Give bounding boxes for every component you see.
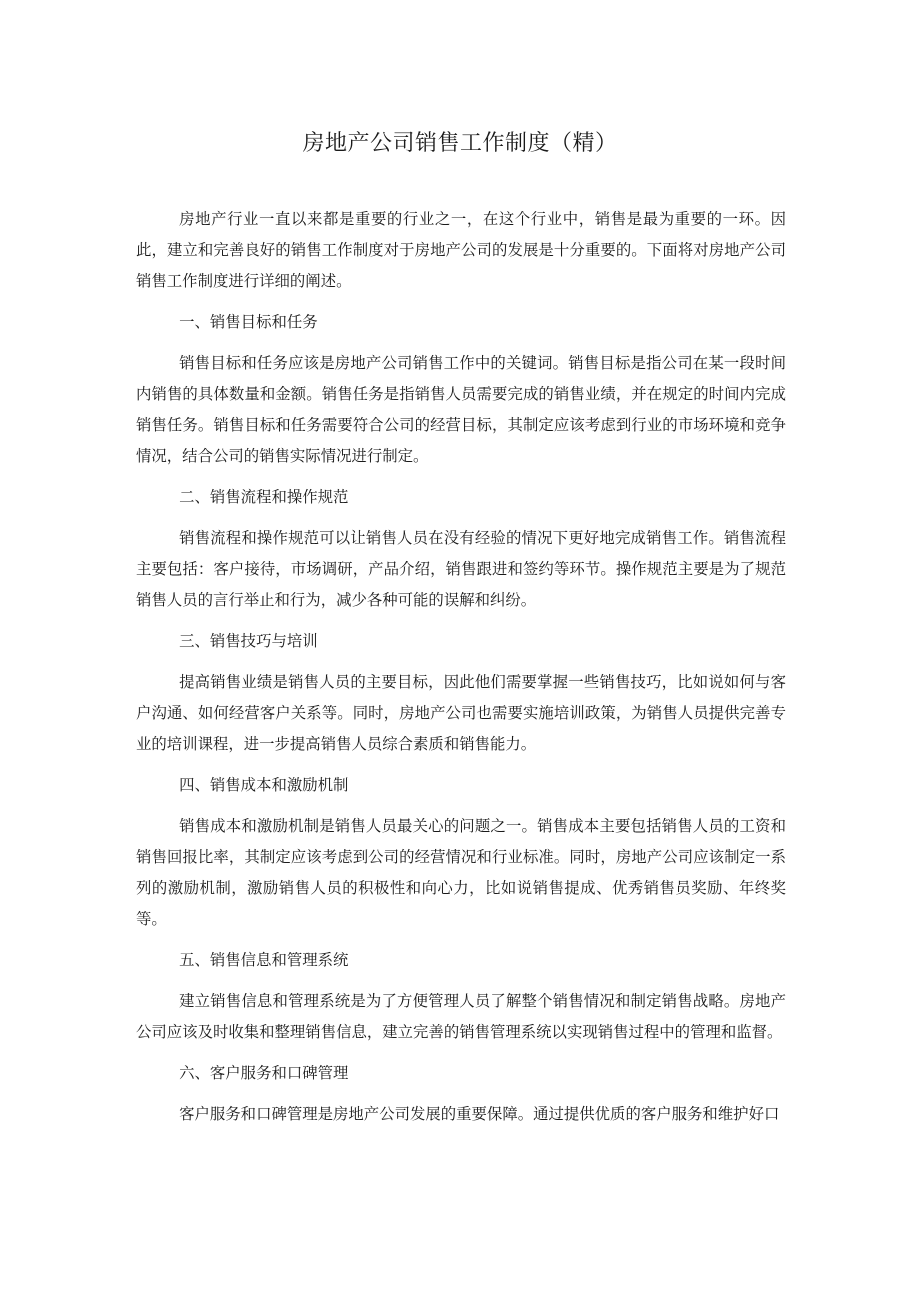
document-body — [136, 204, 786, 1140]
section-heading: 一、销售目标和任务 — [179, 313, 318, 331]
section-paragraph: 建立销售信息和管理系统是为了方便管理人员了解整个销售情况和制定销售战略。房地产公司应该及时收集和整理销售信息，建立完善的销售管理系统以实现销售过程中的管理和监督。 — [136, 992, 786, 1041]
section-paragraph: 销售成本和激励机制是销售人员最关心的问题之一。销售成本主要包括销售人员的工资和销售回报比率，其制定应该考虑到公司的经营情况和行业标准。同时，房地产公司应该制定一系列的激励机制，激励销售人员的积极性和向心力，比如说销售提成、优秀销售员奖励、年终奖等。 — [136, 817, 786, 928]
document-title: 房地产公司销售工作制度（精） — [302, 131, 618, 156]
intro-paragraph: 房地产行业一直以来都是重要的行业之一，在这个行业中，销售是最为重要的一环。因此，建立和完善良好的销售工作制度对于房地产公司的发展是十分重要的。下面将对房地产公司销售工作制度进行详细的阐述。 — [136, 210, 786, 290]
section-paragraph: 销售目标和任务应该是房地产公司销售工作中的关键词。销售目标是指公司在某一段时间内销售的具体数量和金额。销售任务是指销售人员需要完成的销售业绩，并在规定的时间内完成销售任务。销售目标和任务需要符合公司的经营目标，其制定应该考虑到行业的市场环境和竞争情况，结合公司的销售实际情况进行制定。 — [136, 354, 786, 465]
section-heading: 六、客户服务和口碑管理 — [179, 1064, 349, 1082]
section-heading: 四、销售成本和激励机制 — [179, 776, 349, 794]
section-paragraph: 销售流程和操作规范可以让销售人员在没有经验的情况下更好地完成销售工作。销售流程主要包括：客户接待，市场调研，产品介绍，销售跟进和签约等环节。操作规范主要是为了规范销售人员的言行举止和行为，减少各种可能的误解和纠纷。 — [136, 529, 786, 609]
section-paragraph: 提高销售业绩是销售人员的主要目标，因此他们需要掌握一些销售技巧，比如说如何与客户沟通、如何经营客户关系等。同时，房地产公司也需要实施培训政策，为销售人员提供完善专业的培训课程，进一步提高销售人员综合素质和销售能力。 — [136, 673, 786, 753]
section-heading: 三、销售技巧与培训 — [179, 632, 318, 650]
section-paragraph: 客户服务和口碑管理是房地产公司发展的重要保障。通过提供优质的客户服务和维护好口 — [179, 1105, 780, 1123]
section-heading: 五、销售信息和管理系统 — [179, 951, 349, 969]
section-heading: 二、销售流程和操作规范 — [179, 488, 349, 506]
